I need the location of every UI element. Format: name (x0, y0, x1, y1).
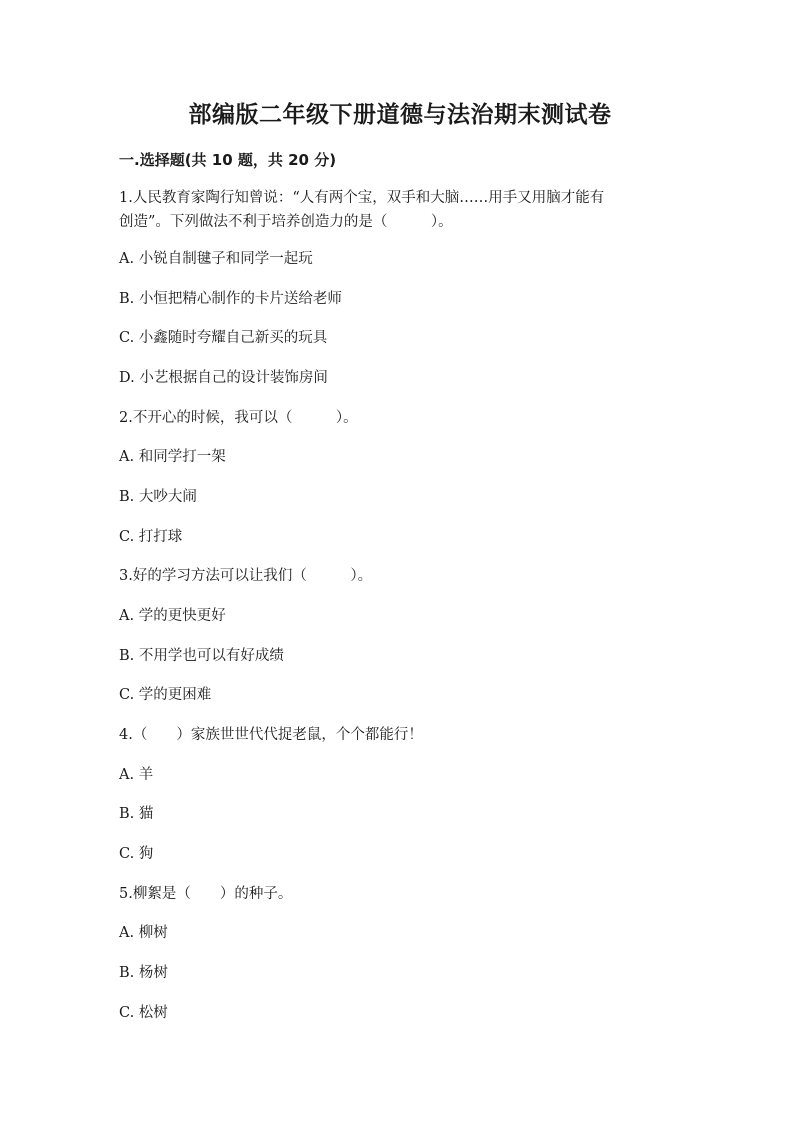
question-3-option-b[interactable]: B. 不用学也可以有好成绩 (119, 648, 284, 664)
question-1-stem-line-1: 1.人民教育家陶行知曾说：“人有两个宝，双手和大脑……用手又用脑才能有 (119, 190, 605, 206)
question-4-option-a[interactable]: A. 羊 (119, 767, 154, 783)
question-2-option-b[interactable]: B. 大吵大闹 (119, 489, 197, 505)
page-title: 部编版二年级下册道德与法治期末测试卷 (188, 102, 612, 128)
question-1-option-b[interactable]: B. 小恒把精心制作的卡片送给老师 (119, 291, 342, 307)
question-1-stem (119, 186, 679, 234)
question-3-option-a[interactable]: A. 学的更快更好 (119, 608, 226, 624)
section-heading: 一.选择题(共 10 题，共 20 分) (119, 151, 337, 169)
question-5-option-c[interactable]: C. 松树 (119, 1005, 168, 1021)
question-2-stem: 2.不开心的时候，我可以（ ）。 (119, 410, 358, 426)
question-2-option-c[interactable]: C. 打打球 (119, 529, 183, 545)
question-1-option-a[interactable]: A. 小锐自制毽子和同学一起玩 (119, 251, 313, 267)
question-3-option-c[interactable]: C. 学的更困难 (119, 687, 212, 703)
question-5-option-a[interactable]: A. 柳树 (119, 925, 168, 941)
question-5-stem: 5.柳絮是（ ）的种子。 (119, 886, 293, 902)
question-1-option-c[interactable]: C. 小鑫随时夸耀自己新买的玩具 (119, 330, 328, 346)
question-4-stem: 4.（ ）家族世世代代捉老鼠，个个都能行！ (119, 727, 423, 743)
question-5-option-b[interactable]: B. 杨树 (119, 965, 168, 981)
question-1-stem-line-2: 创造”。下列做法不利于培养创造力的是（ ）。 (119, 214, 453, 230)
question-2-option-a[interactable]: A. 和同学打一架 (119, 449, 226, 465)
question-4-option-b[interactable]: B. 猫 (119, 806, 154, 822)
question-4-option-c[interactable]: C. 狗 (119, 846, 154, 862)
question-1-option-d[interactable]: D. 小艺根据自己的设计装饰房间 (119, 370, 328, 386)
question-3-stem: 3.好的学习方法可以让我们（ ）。 (119, 568, 373, 584)
